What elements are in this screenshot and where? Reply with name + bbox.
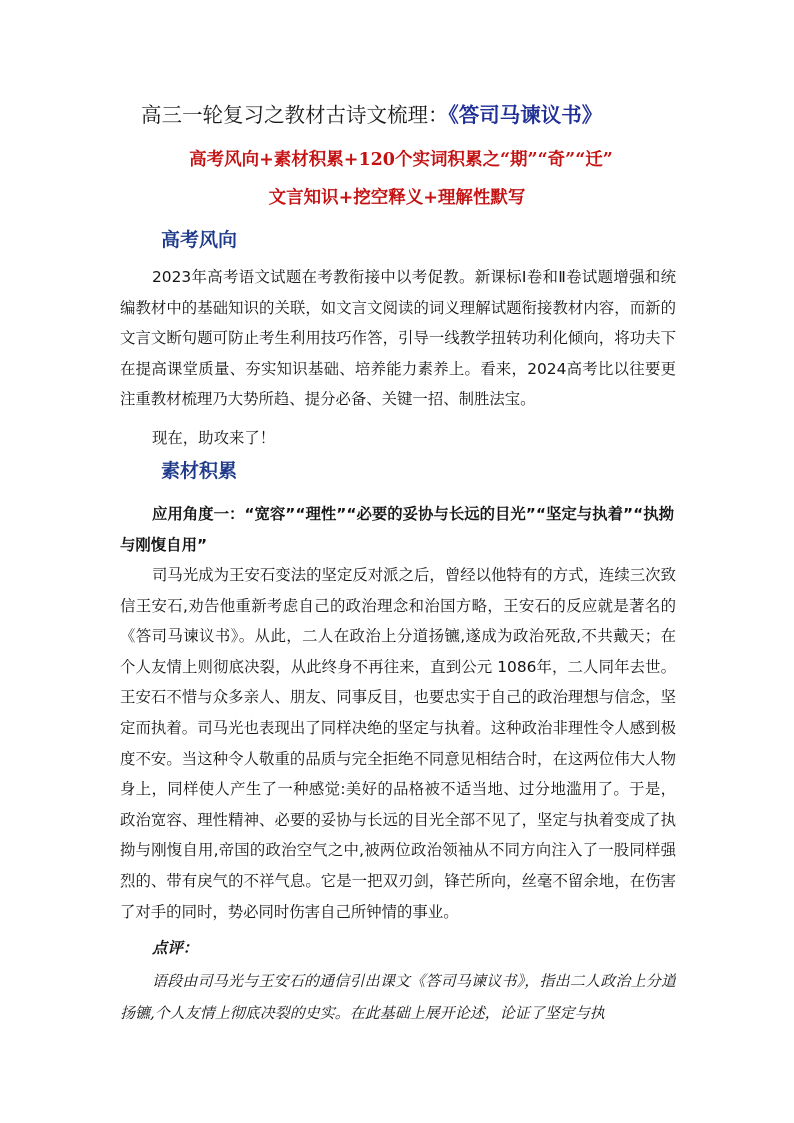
document-title [141, 101, 602, 129]
section-heading-material: 素材积累 [161, 460, 238, 482]
section-heading-trend: 高考风向 [161, 229, 238, 251]
trend-paragraph: 2023年高考语文试题在考教衔接中以考促教。新课标Ⅰ卷和Ⅱ卷试题增强和统编教材中的基础知识的关联，如文言文阅读的词义理解试题衔接教材内容，而新的文言文断句题可防止考生利用技巧作答，引导一线教学扭转功利化倾向，将功夫下在提高课堂质量、夯实知识基础、培养能力素养上。看来，2024高考比以往要更注重教材梳理乃大势所趋、提分必备、关键一招、制胜法宝。 [120, 268, 676, 409]
comment-label: 点评： [152, 939, 199, 957]
title-prefix: 高三一轮复习之教材古诗文梳理： [141, 103, 449, 127]
subtitle-line-2: 文言知识+挖空释义+理解性默写 [268, 188, 526, 208]
comment-text: 语段由司马光与王安石的通信引出课文《答司马谏议书》，指出二人政治上分道扬镳,个人友情上彻底决裂的史实。在此基础上展开论述，论证了坚定与执 [120, 972, 676, 1022]
trend-closing-line: 现在，助攻来了！ [152, 429, 276, 447]
application-angle-heading: 应用角度一：“宽容”“理性”“必要的妥协与长远的目光”“坚定与执着”“执拗与刚愎自用” [120, 505, 674, 554]
subtitle-line-1: 高考风向+素材积累+120个实词积累之“期”“奇”“迁” [189, 150, 613, 170]
title-book-name: 《答司马谏议书》 [448, 103, 603, 127]
material-paragraph: 司马光成为王安石变法的坚定反对派之后，曾经以他特有的方式，连续三次致信王安石,劝告他重新考虑自己的政治理念和治国方略，王安石的反应就是著名的《答司马谏议书》。从此，二人在政治上分道扬镳,遂成为政治死敌,不共戴天；在个人友情上则彻底决裂，从此终身不再往来，直到公元 1086年，二人同年去世。王安石不惜与众多亲人、朋友、同事反目，也要忠实于自己的政治理想与信念，坚定而执着。司马光也表现出了同样决绝的坚定与执着。这种政治非理性令人感到极度不安。当这种令人敬重的品质与完全拒绝不同意见相结合时，在这两位伟大人物身上，同样使人产生了一种感觉:美好的品格被不适当地、过分地滥用了。于是，政治宽容、理性精神、必要的妥协与长远的目光全部不见了，坚定与执着变成了执拗与刚愎自用,帝国的政治空气之中,被两位政治领袖从不同方向注入了一股同样强烈的、带有戾气的不祥气息。它是一把双刃剑，锋芒所向，丝毫不留余地，在伤害了对手的同时，势必同时伤害自己所钟情的事业。 [120, 566, 676, 921]
